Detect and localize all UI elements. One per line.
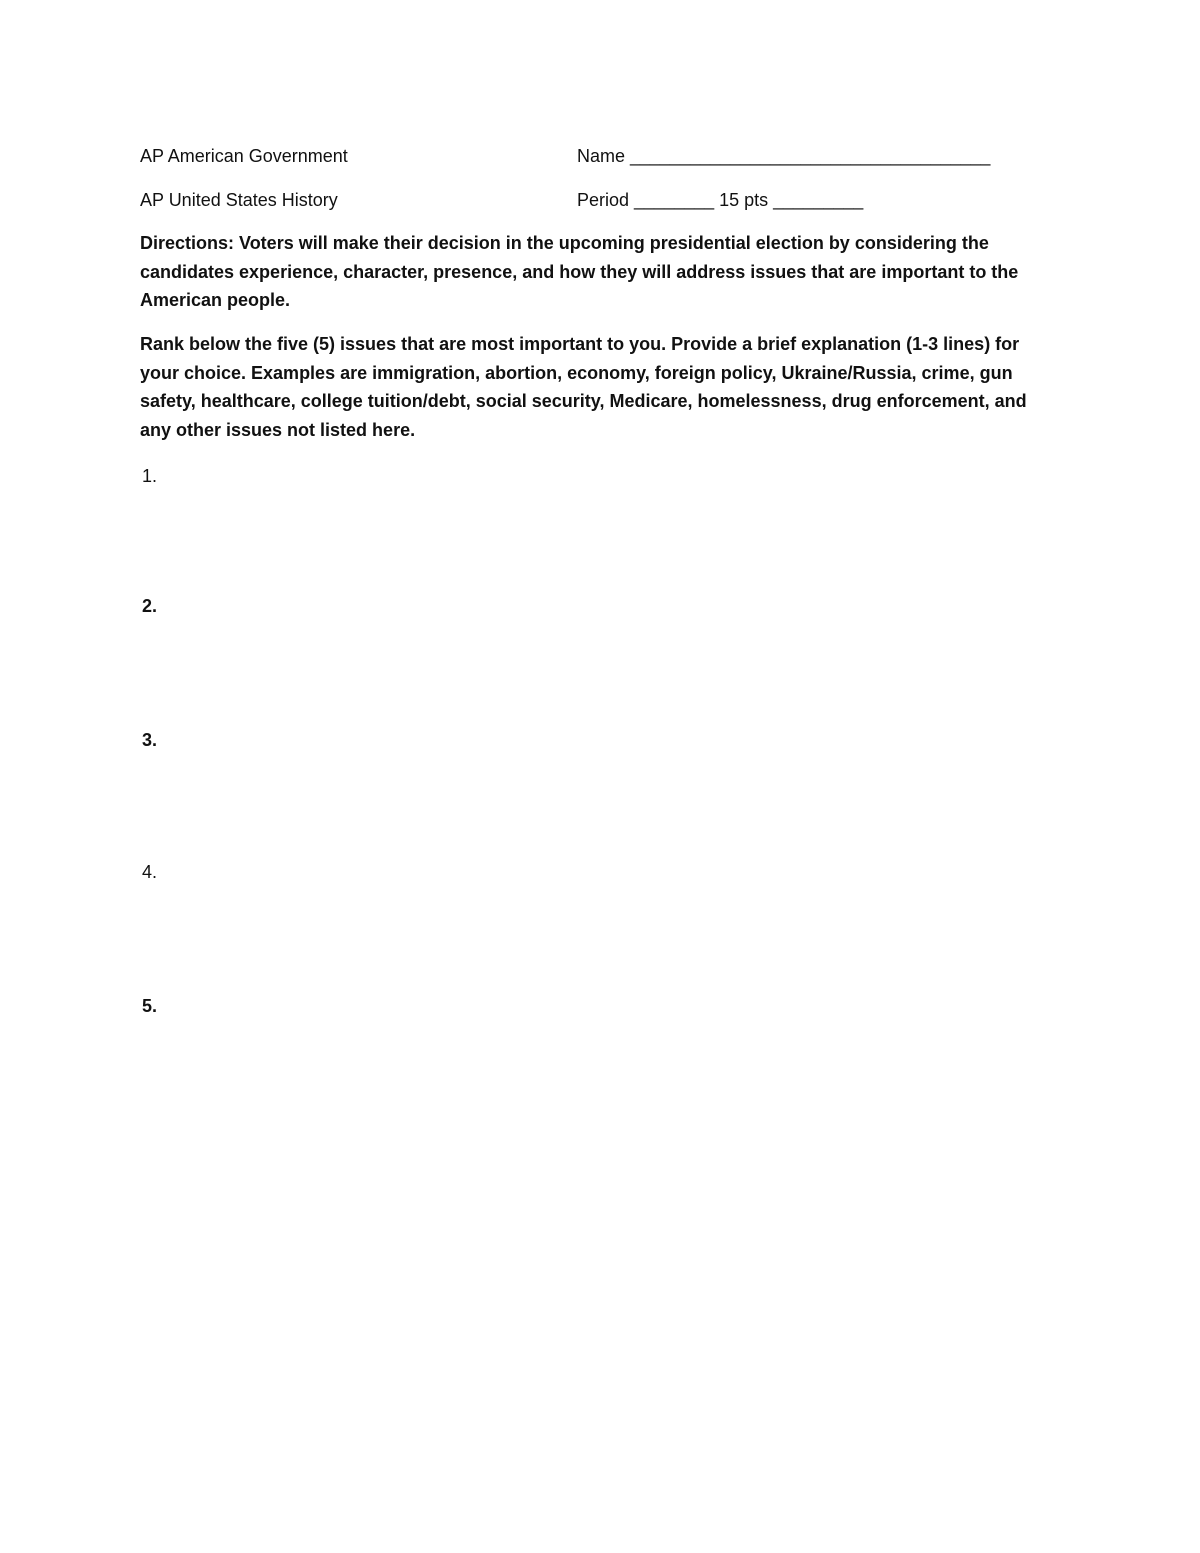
issue-number-3: 3. [142,730,158,750]
answer-space-3[interactable] [170,759,1050,849]
issue-number-4: 4. [142,862,158,882]
answer-space-5[interactable] [170,1025,1050,1115]
issue-number-5: 5. [142,996,158,1016]
answer-space-4[interactable] [170,891,1050,981]
answer-space-2[interactable] [170,625,1050,715]
rank-instructions-paragraph: Rank below the five (5) issues that are most important to you. Provide a brief explanation (1-3 lines) for your choice. Examples are immigration, abortion, economy, foreign policy, Ukraine/Russia, crime, gun safety, healthcare, college tuition/debt, social security, Medicare, homelessness, drug enforcement, and any other issues not listed here. [140,334,1027,440]
course-title-government: AP American Government [140,146,348,166]
directions-paragraph: Directions: Voters will make their decision in the upcoming presidential election by considering the candidates experience, character, presence, and how they will address issues that are important to the American people. [140,233,1019,311]
issue-number-2: 2. [142,596,158,616]
name-field[interactable]: Name ____________________________________ [577,146,991,166]
course-title-history: AP United States History [140,190,338,210]
issue-number-1: 1. [142,466,158,486]
period-points-field[interactable]: Period ________ 15 pts _________ [577,190,864,210]
answer-space-1[interactable] [170,495,1050,585]
